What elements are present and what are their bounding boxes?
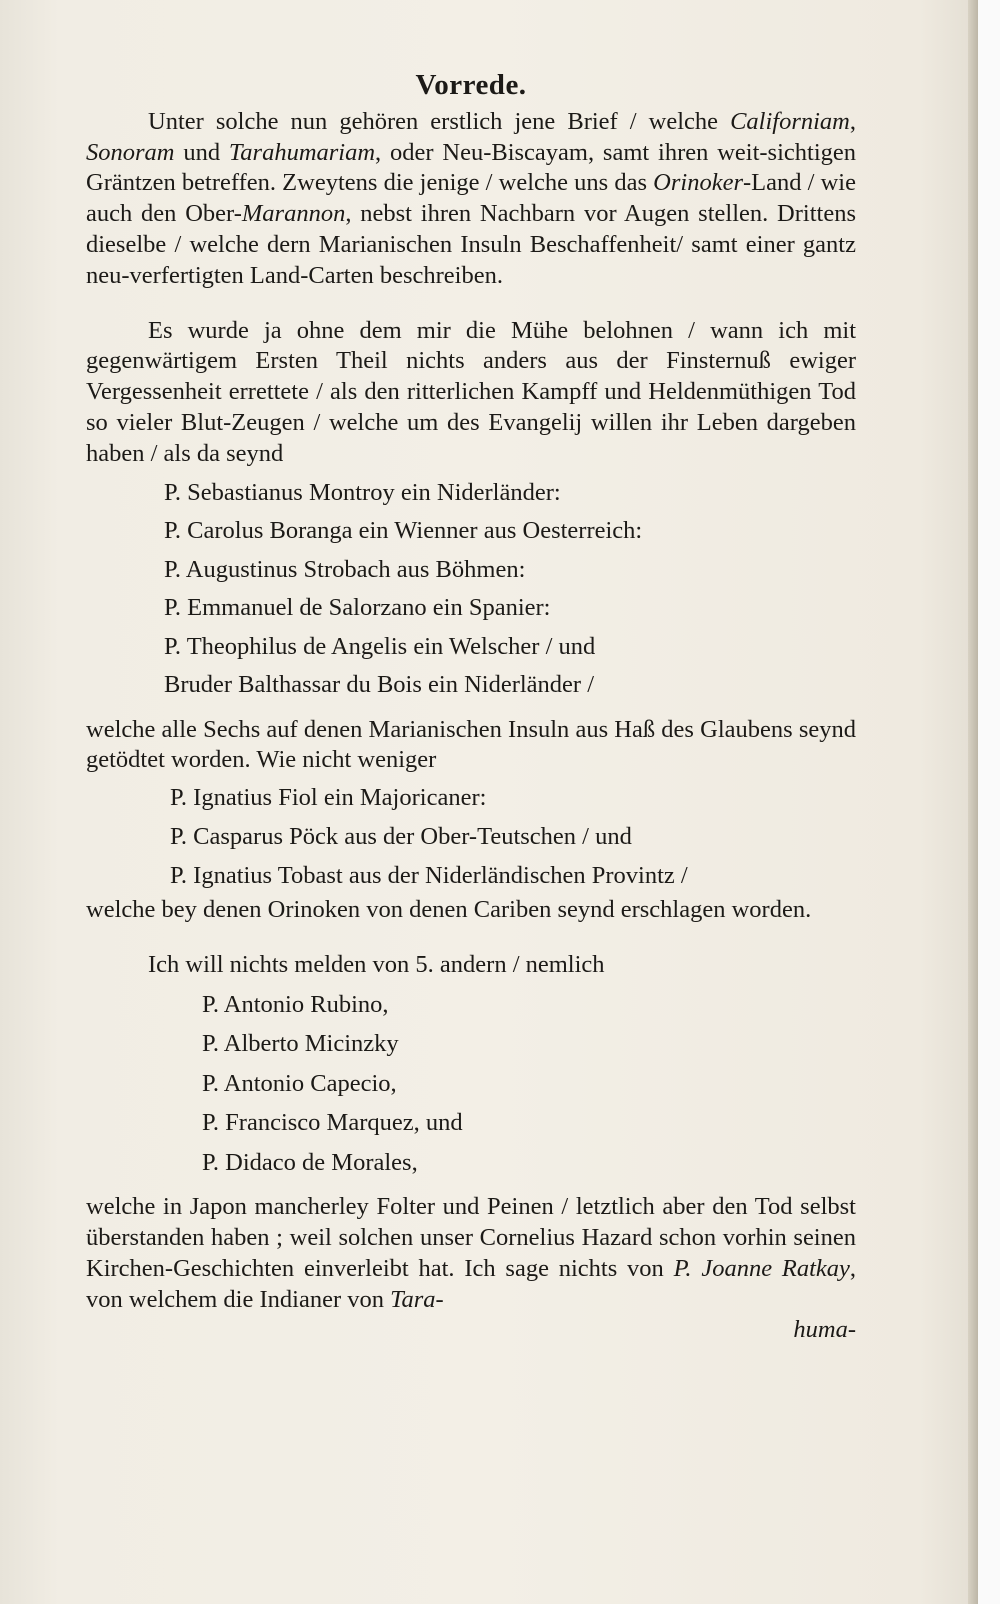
martyrs-list-japan [86, 985, 856, 1183]
paragraph-japan-text-2: , von welchem die Indianer von [86, 1254, 857, 1313]
term-ratkay: P. Joanne Ratkay [673, 1254, 850, 1282]
spacer [86, 1182, 856, 1192]
martyr-entry: P. Emmanuel de Salorzano ein Spanier: [164, 594, 551, 622]
martyr-entry: P. Antonio Rubino, [202, 990, 389, 1018]
martyr-entry: P. Ignatius Tobast aus der Niderländischen Provintz / [170, 862, 688, 890]
paragraph-orinoco-summary: welche bey denen Orinoken von denen Cariben seynd erschlagen worden. [86, 896, 812, 924]
spacer [86, 926, 856, 950]
martyr-entry: P. Ignatius Fiol ein Majoricaner: [170, 784, 487, 812]
paragraph-letters-text-6: , nebst ihren Nachbarn vor Augen stellen. Drittens dieselbe / welche dern Marianischen Insuln Beschaffenheit/ samt einer gantz neu-verfertigten Land-Carten beschreiben. [86, 200, 856, 289]
scan-margin [978, 0, 1000, 1604]
spacer [86, 705, 856, 715]
paragraph-letters-text-1: Unter solche nun gehören erstlich jene Brief / welche [148, 107, 731, 135]
paragraph-letters-text-5: -Land / wie auch den Ober- [86, 169, 856, 228]
martyr-entry: P. Augustinus Strobach aus Böhmen: [164, 555, 526, 583]
page-text-block [86, 70, 856, 1346]
term-maranon: Marannon [241, 200, 346, 228]
martyrs-list-marianas [86, 474, 856, 705]
page-heading: Vorrede. [415, 69, 527, 101]
paragraph-japan-summary [86, 1192, 856, 1315]
term-orinoko: Orinoker [653, 169, 743, 197]
term-tarahuma: Tara- [390, 1285, 444, 1313]
term-tarahumara: Tarahumariam [228, 138, 376, 166]
martyr-entry: P. Antonio Capecio, [202, 1069, 397, 1097]
page-edge-shadow [968, 0, 978, 1604]
martyr-entry: P. Francisco Marquez, und [202, 1109, 463, 1137]
martyr-entry: Bruder Balthassar du Bois ein Niderländer / [164, 671, 595, 699]
martyr-entry: P. Carolus Boranga ein Wienner aus Oesterreich: [164, 517, 643, 545]
paragraph-letters-text-4: , oder Neu-Biscayam, samt ihren weit-sichtigen Gräntzen betreffen. Zweytens die jenige / welche uns das [86, 138, 856, 197]
martyr-entry: P. Alberto Micinzky [202, 1030, 399, 1058]
catchword: huma- [793, 1316, 856, 1344]
paragraph-letters-text-3: und [174, 138, 229, 166]
paragraph-letters [86, 107, 856, 292]
martyrs-list-orinoco [86, 778, 856, 895]
martyr-entry: P. Didaco de Morales, [202, 1148, 418, 1176]
paragraph-japan-text-1: welche in Japon mancherley Folter und Peinen / letztlich aber den Tod selbst überstanden haben ; weil solchen unser Cornelius Hazard schon vorhin seinen Kirchen-Geschichten einverleibt hat. Ich sage nichts von [86, 1193, 856, 1282]
martyr-entry: P. Sebastianus Montroy ein Niderländer: [164, 478, 561, 506]
term-sonora: Sonoram [86, 138, 175, 166]
term-california: Californiam [730, 107, 850, 135]
spacer [86, 292, 856, 316]
paragraph-marianas-summary: welche alle Sechs auf denen Marianischen Insuln aus Haß des Glaubens seynd getödtet worden. Wie nicht weniger [86, 715, 856, 774]
martyr-entry: P. Casparus Pöck aus der Ober-Teutschen / und [170, 823, 632, 851]
martyr-entry: P. Theophilus de Angelis ein Welscher / und [164, 632, 596, 660]
paragraph-letters-text-2: , [849, 107, 856, 135]
paragraph-japan-intro: Ich will nichts melden von 5. andern / nemlich [148, 950, 605, 978]
paragraph-martyrs-intro: Es wurde ja ohne dem mir die Mühe belohnen / wann ich mit gegenwärtigem Ersten Theil nichts anders aus der Finsternuß ewiger Vergessenheit errettete / als den ritterlichen Kampff und Heldenmüthigen Tod so vieler Blut-Zeugen / welche um des Evangelij willen ihr Leben dargeben haben / als da seynd [86, 316, 856, 467]
